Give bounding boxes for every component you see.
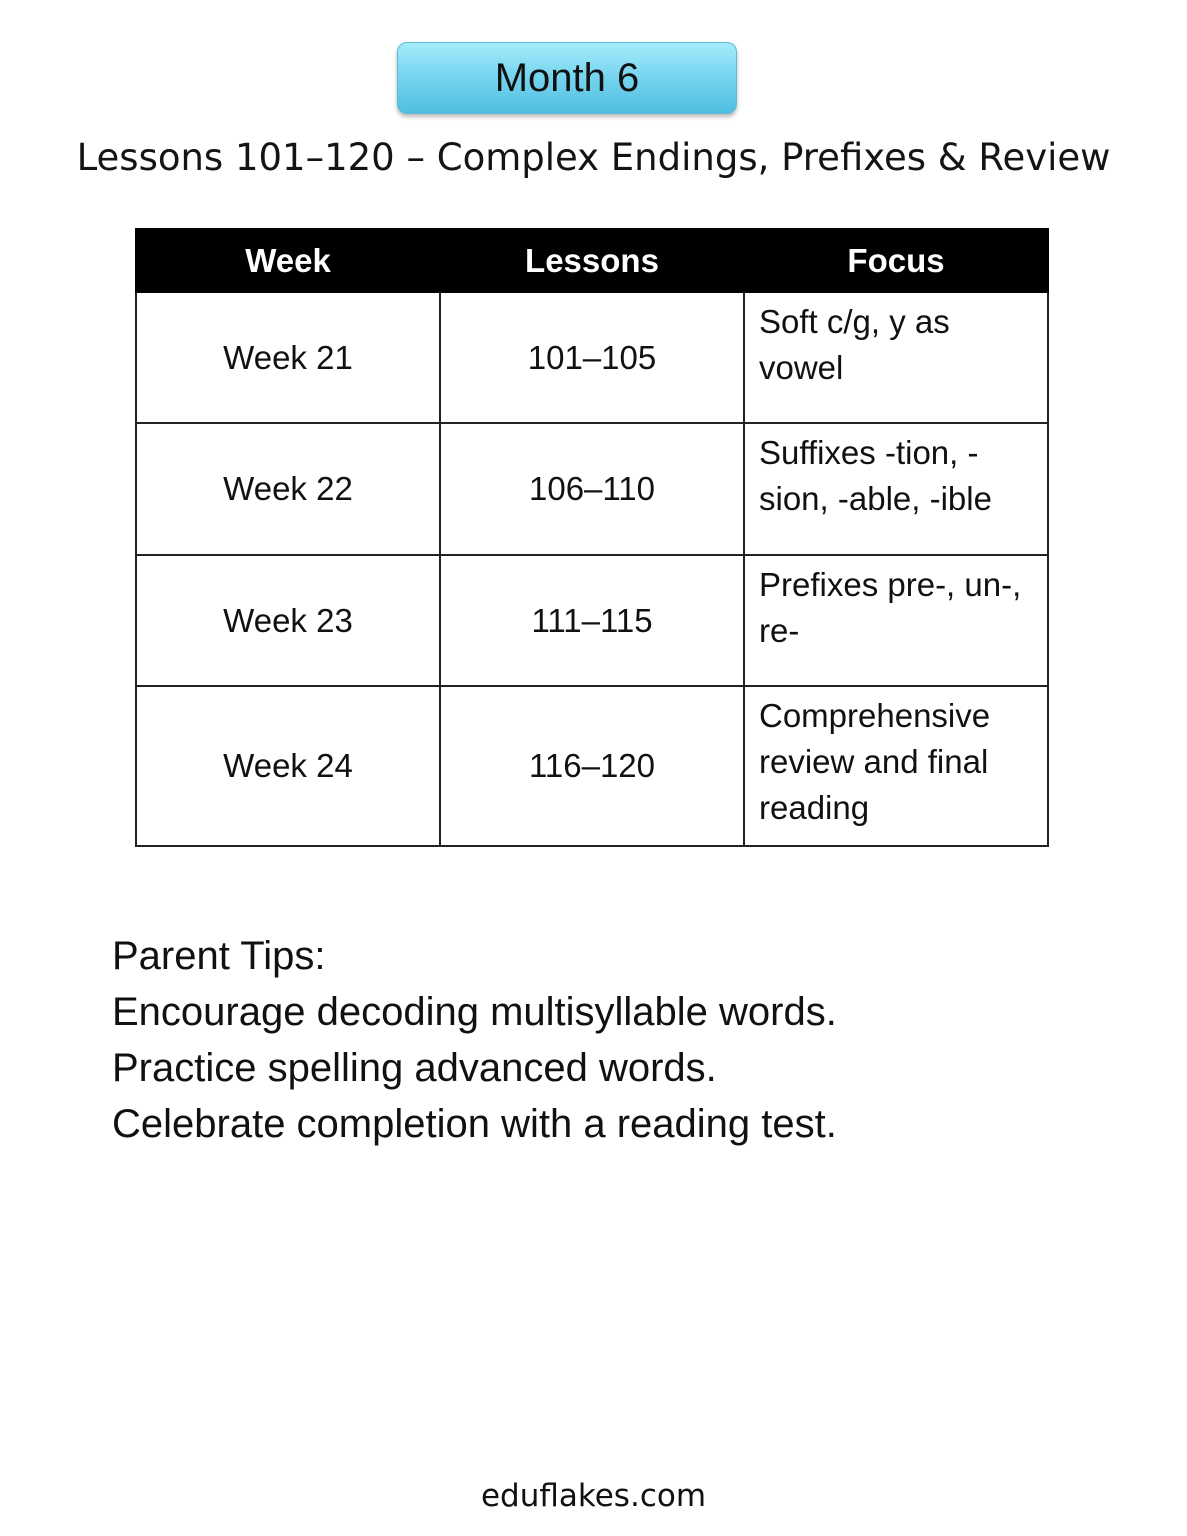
focus-cell: Suffixes -tion, -sion, -able, -ible <box>744 423 1048 555</box>
table-row <box>136 555 1048 686</box>
week-cell: Week 23 <box>136 555 440 686</box>
parent-tips <box>112 928 1112 1152</box>
footer-site-name: eduflakes.com <box>480 1478 707 1514</box>
header-week: Week <box>136 229 440 292</box>
lessons-cell: 111–115 <box>440 555 744 686</box>
header-lessons: Lessons <box>440 229 744 292</box>
parent-tips-heading: Parent Tips: <box>112 934 326 978</box>
lessons-cell: 106–110 <box>440 423 744 555</box>
focus-cell: Prefixes pre-, un-, re- <box>744 555 1048 686</box>
month-badge <box>397 42 737 114</box>
month-badge-label: Month 6 <box>494 55 640 100</box>
parent-tip-item: Practice spelling advanced words. <box>112 1046 717 1090</box>
header-focus: Focus <box>744 229 1048 292</box>
week-cell: Week 24 <box>136 686 440 846</box>
parent-tip-item: Celebrate completion with a reading test. <box>112 1102 837 1146</box>
lessons-cell: 101–105 <box>440 292 744 423</box>
week-cell: Week 21 <box>136 292 440 423</box>
lessons-cell: 116–120 <box>440 686 744 846</box>
focus-cell: Comprehensive review and final reading <box>744 686 1048 846</box>
week-cell: Week 22 <box>136 423 440 555</box>
page-subtitle: Lessons 101–120 – Complex Endings, Prefixes & Review <box>76 136 1111 179</box>
table-row <box>136 423 1048 555</box>
table-row <box>136 292 1048 423</box>
table-header-row <box>136 229 1048 292</box>
table-row <box>136 686 1048 846</box>
focus-cell: Soft c/g, y as vowel <box>744 292 1048 423</box>
parent-tip-item: Encourage decoding multisyllable words. <box>112 990 837 1034</box>
lesson-schedule-table <box>135 228 1049 847</box>
